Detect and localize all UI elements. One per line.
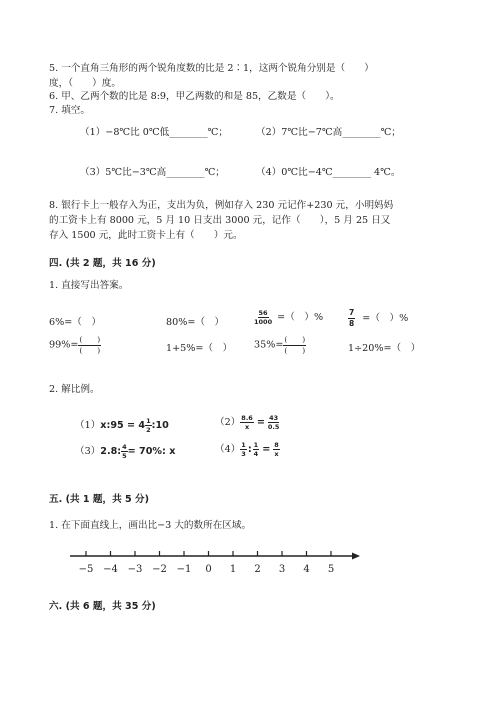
s4-q2-p4: （4） $\frac{1}{3}$ : $\frac{1}{4}$ = $\frac{8}{x}$ xyxy=(215,440,279,458)
fraction-43-0.5: $\frac{43}{0.5}$ xyxy=(267,413,280,431)
number-line-label: 4 xyxy=(303,564,310,575)
s4-q1-r2c4: 1÷20%=（ ） xyxy=(348,343,421,354)
q8-line2: 的工资卡上有 8000 元，5 月 10 日支出 3000 元，记作（ ），5 月 25 日又 xyxy=(49,215,391,226)
s4-q2-title: 2. 解比例。 xyxy=(49,384,100,395)
s4-q2-p3: （3）2.8: $\frac{4}{5}$ = 70%: x xyxy=(75,442,176,460)
number-line-label: −1 xyxy=(176,564,192,575)
fraction-1-4: $\frac{1}{4}$ xyxy=(253,440,259,458)
number-line-label: 3 xyxy=(278,564,286,575)
q6-text: 6. 甲、乙两个数的比是 8:9，甲乙两数的和是 85，乙数是（ ）。 xyxy=(49,91,340,102)
number-line-label: 1 xyxy=(229,564,237,575)
s4-q1-r2c2: 1+5%=（ ） xyxy=(166,343,233,354)
section-6-heading: 六. (共 6 题，共 35 分) xyxy=(49,601,156,612)
fraction-1-3: $\frac{1}{3}$ xyxy=(241,440,246,458)
q8-line3: 存入 1500 元，此时工资卡上有（ ）元。 xyxy=(49,230,243,241)
s4-q1-title: 1. 直接写出答案。 xyxy=(49,280,129,291)
s4-q2-p1: （1）x:95 = 4 $\frac{1}{2}$ :10 xyxy=(75,416,169,434)
q7-item-2: （2）7℃比−7℃高________℃； xyxy=(256,127,401,138)
s4-q2-p2: （2） $\frac{8.6}{x}$ = $\frac{43}{0.5}$ xyxy=(215,413,280,431)
number-line-label: 0 xyxy=(205,564,212,575)
number-line-label: 2 xyxy=(254,564,261,575)
blank-fraction: $\frac{( )}{( )}$ xyxy=(79,335,101,355)
q7-item-4: （4）0℃比−4℃________ 4℃。 xyxy=(256,167,401,178)
number-line-label: −3 xyxy=(127,564,143,575)
number-line-label: −2 xyxy=(152,564,167,575)
s4-q1-r1c1: 6%=（ ） xyxy=(49,317,102,328)
s4-q1-r2c1: 99%= $\frac{( )}{( )}$ xyxy=(49,335,101,355)
s4-q1-r1c3: $\frac{56}{1000}$ =（ ）% xyxy=(254,308,324,326)
fraction-4-5: $\frac{4}{5}$ xyxy=(122,442,127,460)
s4-q1-r1c4: $\frac{7}{8}$ =（ ）% xyxy=(349,308,409,328)
number-line-arrow xyxy=(352,553,360,560)
fraction-1-2: $\frac{1}{2}$ xyxy=(146,416,151,434)
number-line-label: 5 xyxy=(327,564,335,575)
blank-fraction: $\frac{( )}{( )}$ xyxy=(284,335,306,355)
fraction-7-8: $\frac{7}{8}$ xyxy=(349,308,355,328)
q5-line1: 5. 一个直角三角形的两个锐角度数的比是 2∶1，这两个锐角分别是（ ） xyxy=(49,63,374,74)
s5-q1-text: 1. 在下面直线上，画出比−3 大的数所在区域。 xyxy=(49,520,252,531)
q7-item-1: （1）−8℃比 0℃低________℃； xyxy=(80,127,228,138)
s4-q1-r2c3: 35%= $\frac{( )}{( )}$ xyxy=(254,335,306,355)
fraction-8-x: $\frac{8}{x}$ xyxy=(274,440,279,458)
fraction-56-1000: $\frac{56}{1000}$ xyxy=(254,308,273,326)
number-line-label: −5 xyxy=(78,564,94,575)
q7-item-3: （3）5℃比−3℃高________℃； xyxy=(80,167,225,178)
fraction-8.6-x: $\frac{8.6}{x}$ xyxy=(241,413,253,431)
q8-line1: 8. 银行卡上一般存入为正，支出为负，例如存入 230 元记作+230 元，小明妈妈 xyxy=(49,200,394,211)
number-line-label: −4 xyxy=(103,564,118,575)
number-line xyxy=(0,540,500,580)
q7-title: 7. 填空。 xyxy=(49,105,90,116)
section-4-heading: 四. (共 2 题，共 16 分) xyxy=(49,258,156,269)
s4-q1-r1c2: 80%=（ ） xyxy=(166,317,225,328)
q5-line2: 度，（ ）度。 xyxy=(49,78,121,89)
section-5-heading: 五. (共 1 题，共 5 分) xyxy=(49,494,150,505)
